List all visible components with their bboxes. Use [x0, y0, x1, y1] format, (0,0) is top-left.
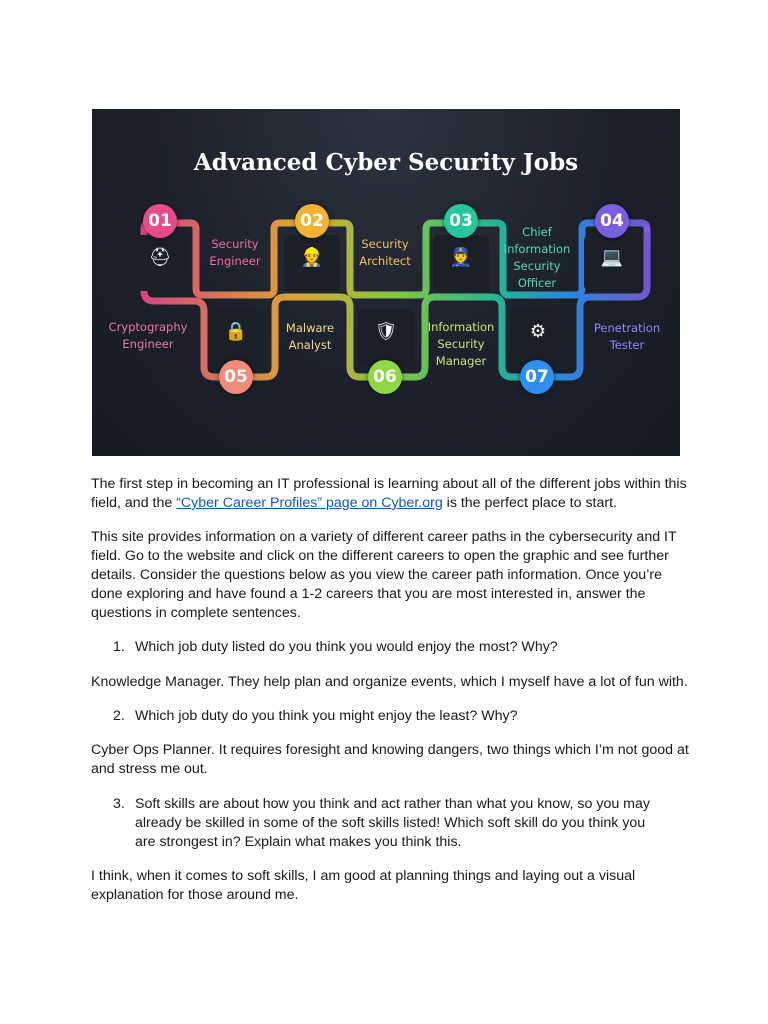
hard-hat-icon: ⛑ — [148, 247, 172, 267]
question-2-number: 2. — [113, 708, 125, 724]
infographic-title: Advanced Cyber Security Jobs — [193, 149, 579, 176]
label-security-engineer: Security Engineer — [209, 237, 261, 268]
gear-network-icon: ⚙ — [529, 321, 547, 341]
label-penetration-tester: Penetration Tester — [593, 321, 661, 352]
answer-2-text: Cyber Ops Planner. It requires foresight and knowing dangers, two things which I’m not good at and stress me out. — [91, 742, 689, 777]
intro-text-after: is the perfect place to start. — [442, 495, 617, 511]
intro-paragraph — [91, 475, 691, 513]
cyber-career-profiles-link[interactable]: “Cyber Career Profiles” page on Cyber.org — [176, 495, 443, 511]
question-1-text: Which job duty listed do you think you would enjoy the most? Why? — [135, 639, 558, 655]
workers-icon: 👷 — [300, 247, 324, 267]
job-number-02: 02 — [295, 204, 329, 238]
job-number-06: 06 — [368, 360, 402, 394]
label-infosec-manager: Information Security Manager — [427, 320, 495, 368]
label-ciso: Chief Information Security Officer — [503, 225, 571, 290]
job-number-01: 01 — [143, 204, 177, 238]
answer-3-text: I think, when it comes to soft skills, I am good at planning things and laying out a visual explanation for those around me. — [91, 868, 636, 903]
question-1-number: 1. — [113, 639, 125, 655]
job-number-03: 03 — [444, 204, 478, 238]
label-malware-analyst: Malware Analyst — [285, 321, 335, 352]
answer-2 — [91, 741, 691, 779]
instructions-text: This site provides information on a variety of different career paths in the cybersecurity and IT field. Go to the website and click on the different careers to open the graphic and see further details. Consider the questions below as you view the career path information. Once you’re done exploring and have found a 1-2 careers that you are most interested in, answer the questions in complete sentences. — [91, 529, 677, 621]
question-3-number: 3. — [113, 796, 125, 812]
question-2-text: Which job duty do you think you might enjoy the least? Why? — [135, 708, 518, 724]
lock-icon: 🔒 — [224, 321, 248, 341]
job-number-04: 04 — [595, 204, 629, 238]
answer-1 — [91, 673, 691, 692]
answer-3 — [91, 867, 691, 905]
job-number-07: 07 — [520, 360, 554, 394]
laptop-shield-icon: 🛡 — [374, 321, 398, 341]
instructions-paragraph — [91, 528, 691, 623]
question-3-text: Soft skills are about how you think and act rather than what you know, so you may already be skilled in some of the soft skills listed! Which soft skill do you think you are strongest in? Explain what makes you think this. — [135, 796, 650, 850]
career-infographic — [92, 109, 680, 456]
officer-icon: 👮 — [449, 247, 473, 267]
label-cryptography-engineer: Cryptography Engineer — [108, 320, 188, 351]
intro-text-before: The first step in becoming an IT professional is learning about all of the different jobs within this field, and the — [91, 476, 687, 511]
answer-1-text: Knowledge Manager. They help plan and organize events, which I myself have a lot of fun with. — [91, 674, 688, 690]
job-number-05: 05 — [219, 360, 253, 394]
laptop-check-icon: 💻 — [600, 247, 624, 267]
label-security-architect: Security Architect — [359, 237, 411, 268]
